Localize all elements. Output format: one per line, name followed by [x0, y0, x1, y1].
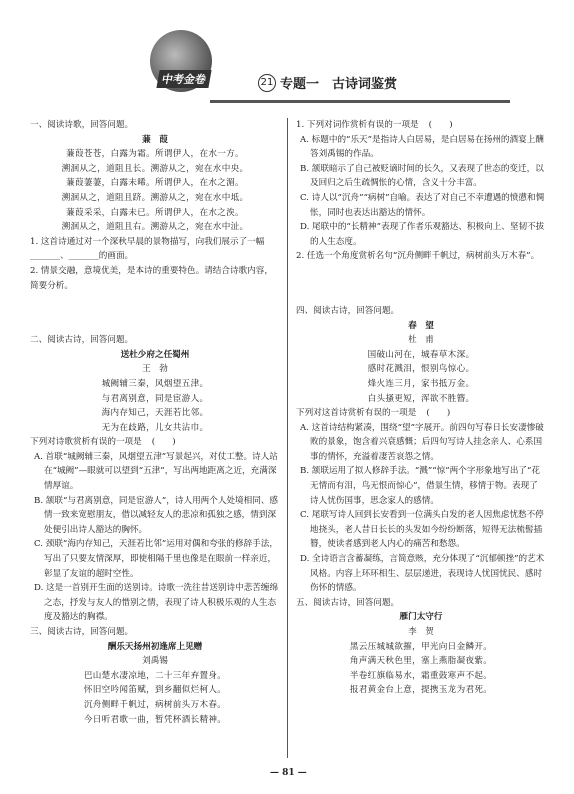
- poem-line: 城阙辅三秦，风烟望五津。: [101, 378, 209, 389]
- poem-line: 蒹葭苍苍，白露为霜。所谓伊人，在水一方。: [66, 149, 244, 160]
- page-header: [150, 30, 550, 110]
- poem-line: 黑云压城城欲摧，甲光向日金鳞开。: [349, 641, 493, 652]
- poem-line: 蒹葭萋萋，白露未晞。所谓伊人，在水之湄。: [66, 178, 244, 189]
- poem-line: 溯洄从之，道阻且长。溯游从之，宛在水中央。: [61, 163, 249, 174]
- topic-number-badge: 21: [258, 74, 276, 92]
- poem-line: 烽火连三月，家书抵万金。: [367, 378, 475, 389]
- poem-line: 溯洄从之，道阻且跻。溯游从之，宛在水中坻。: [61, 192, 249, 203]
- option: C. 诗人以“沉舟”“病树”自喻。表达了对自己不幸遭遇的愤懑和惆怅，同时也表达出豁达的情怀。: [300, 192, 545, 218]
- poem-author: 杜 甫: [408, 335, 434, 346]
- poem-title: 蒹 葭: [142, 134, 168, 145]
- page-title: 专题一 古诗词鉴赏: [280, 77, 398, 92]
- option: B. 颔联运用了拟人修辞手法。“溅”“惊”两个字形象地写出了“花无情而有泪，鸟无恨而惊心”，借景生情，移情于物。表现了诗人忧伤国事，思念家人的感情。: [300, 466, 540, 506]
- poem-line: 巴山楚水凄凉地，二十三年弃置身。: [83, 670, 227, 681]
- option: C. 尾联写诗人回到长安看到一位满头白发的老人因焦虑忧愁不停地挠头，老人昔日长长的头发如今纷纷断落，短得无法梳髻插簪，使读者感到老人内心的痛苦和愁怨。: [300, 510, 544, 550]
- poem-title: 春 望: [408, 320, 434, 331]
- answer-paren: ( ): [151, 437, 176, 448]
- question-stem: [296, 118, 546, 133]
- left-column: [30, 118, 280, 727]
- option: A. 这首诗结构紧凑，围绕“望”字展开。前四句写春日长安凄惨破败的景象，饱含着兴衰感慨；后四句写诗人挂念亲人、心系国事的情怀，充溢着凄苦哀怨之情。: [300, 422, 544, 462]
- answer-space: [296, 264, 546, 304]
- poem-line: 报君黄金台上意，提携玉龙为君死。: [349, 685, 493, 696]
- poem-line: 无为在歧路，儿女共沾巾。: [101, 422, 209, 433]
- poem-line: 蒹葭采采，白露未已。所谓伊人，在水之涘。: [66, 207, 244, 218]
- answer-paren: ( ): [428, 120, 453, 130]
- section-heading: 二、阅读古诗，回答问题。: [30, 335, 134, 346]
- question: 1. 这首诗通过对一个深秋早晨的景物描写，向我们展示了一幅_______、_______的画面。: [30, 236, 265, 262]
- option: A. 标题中的“乐天”是指诗人白居易，是白居易在扬州的酒宴上酬答刘禹锡的作品。: [300, 134, 544, 160]
- poem-line: 溯洄从之，道阻且右。溯游从之，宛在水中沚。: [61, 222, 249, 233]
- question: 2. 任选一个角度赏析名句“沉舟侧畔千帆过，病树前头万木春”。: [296, 251, 540, 262]
- poem-line: 与君离别意，同是宦游人。: [101, 393, 209, 404]
- section-heading: 三、阅读古诗，回答问题。: [30, 627, 134, 637]
- option: D. 尾联中的“长精神”表现了作者乐观豁达、积极向上、坚韧不拔的人生态度。: [300, 222, 545, 247]
- answer-paren: ( ): [426, 408, 451, 419]
- section-heading: 一、阅读诗歌，回答问题。: [30, 120, 134, 130]
- question: 2. 情景交融，意境优美，是本诗的重要特色。请结合诗歌内容，简要分析。: [30, 265, 273, 291]
- section-heading: 四、阅读古诗，回答问题。: [296, 305, 400, 316]
- poem-line: 国破山河在，城春草木深。: [367, 349, 475, 360]
- poem-author: 王 勃: [142, 364, 168, 375]
- poem-line: 白头搔更短，浑欲不胜簪。: [367, 393, 475, 404]
- option: B. 颔联“与君离别意，同是宦游人”，诗人用两个人处境相同、感情一致来宽慰朋友，借以减轻友人的悲凉和孤独之感，情到深处便引出诗人豁达的胸怀。: [34, 495, 279, 535]
- option: A. 首联“城阙辅三秦，风烟望五津”写景起兴，对仗工整。诗人站在“城阙”—眼就可以望到“五津”，写出两地距离之近，充满深情厚谊。: [34, 451, 278, 492]
- poem-line: 怀旧空吟闻笛赋，到乡翻似烂柯人。: [83, 685, 227, 696]
- question-text: 下列对诗歌赏析有误的一项是: [30, 437, 142, 448]
- question-stem: [30, 435, 280, 450]
- poem-line: 沉舟侧畔千帆过，病树前头万木春。: [83, 699, 227, 710]
- poem-line: 半卷红旗临易水，霜重鼓寒声不起。: [349, 670, 493, 681]
- page-number: — 81 —: [270, 768, 307, 778]
- question-stem: [296, 406, 546, 421]
- poem-title: 雁门太守行: [399, 612, 443, 623]
- poem-line: 角声满天秋色里，塞上燕脂凝夜紫。: [349, 656, 493, 667]
- right-column: [296, 118, 546, 698]
- poem-author: 刘禹锡: [142, 656, 168, 667]
- poem-title: 送杜少府之任蜀州: [120, 349, 190, 360]
- poem-author: 李 贺: [408, 627, 434, 637]
- option: D. 这是一首别开生面的送别诗。诗歌一洗往昔送别诗中悲苦缠绵之态，抒发与友人的惜别之情，表现了诗人积极乐观的人生态度及豁达的胸襟。: [34, 583, 279, 623]
- poem-line: 海内存知己，天涯若比邻。: [101, 408, 209, 419]
- option: D. 全诗语言含蓄凝练，言简意赅，充分体现了“沉郁顿挫”的艺术风格。内容上环环相生、层层递进，表现诗人忧国忧民、感时伤怀的情感。: [300, 554, 545, 594]
- answer-space: [30, 293, 280, 333]
- poem-title: 酬乐天扬州初逢席上见赠: [107, 641, 203, 652]
- poem-line: 感时花溅泪，恨别鸟惊心。: [367, 364, 475, 375]
- option: B. 颔联暗示了自己被贬谪时间的长久，又表现了世态的变迁，以及回归之后生疏惆怅的心情，含义十分丰富。: [300, 163, 544, 189]
- column-divider: [287, 118, 288, 758]
- header-rule: [210, 100, 510, 103]
- question-text: 下列对这首诗赏析有误的一项是: [296, 408, 417, 419]
- question-text: 1. 下列对词作赏析有误的一项是: [296, 120, 419, 130]
- section-heading: 五、阅读古诗，回答问题。: [296, 597, 400, 608]
- option: C. 颈联“海内存知己，天涯若比邻”运用对偶和夸张的修辞手法，写出了只要友情深厚，即使相隔千里也像是在眼前一样亲近，彰显了友谊的超时空性。: [34, 539, 278, 579]
- poem-line: 今日听君歌一曲，暂凭杯酒长精神。: [83, 714, 227, 725]
- logo-text: 中考金卷: [156, 70, 211, 88]
